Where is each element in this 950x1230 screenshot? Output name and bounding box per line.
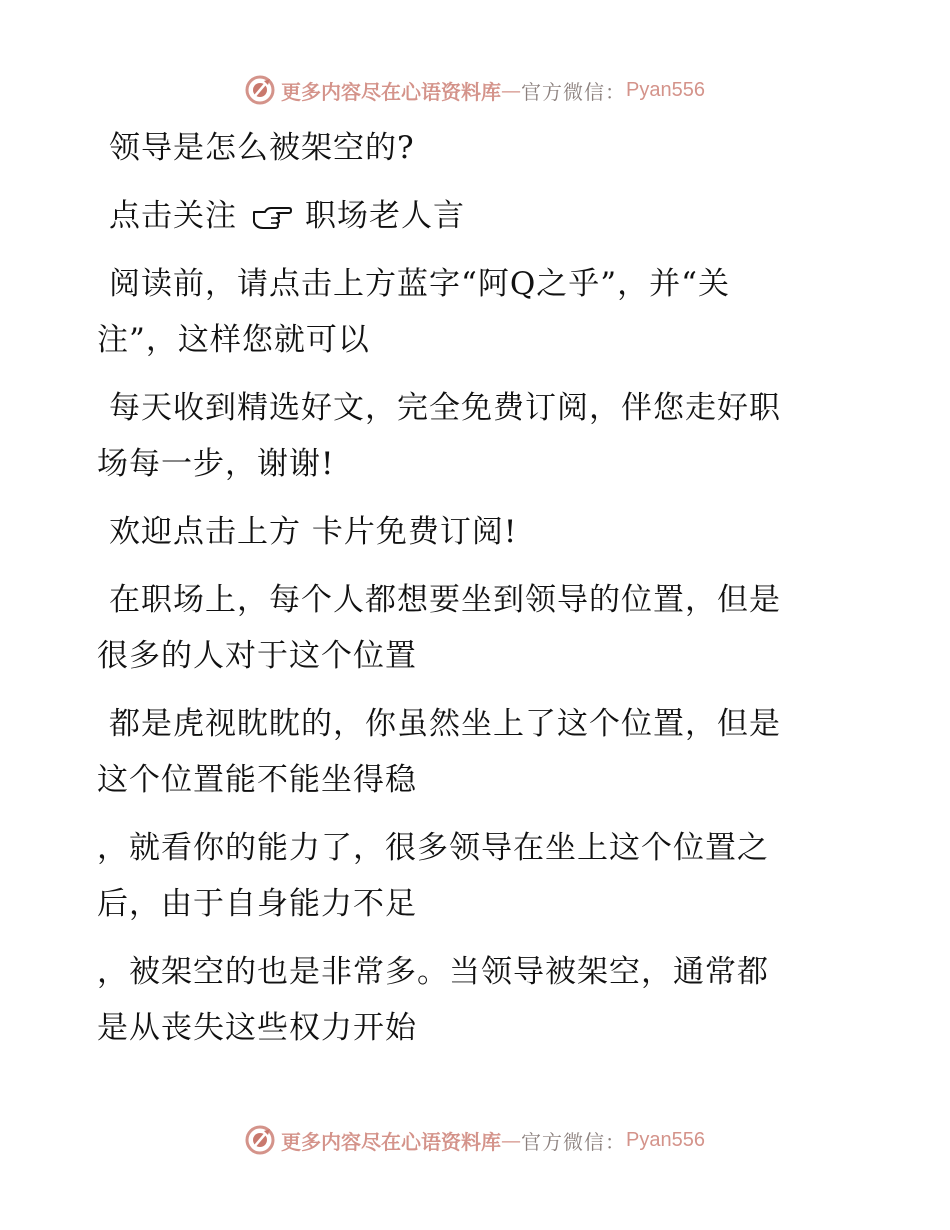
paragraph-line: 很多的人对于这个位置 (97, 638, 417, 674)
paragraph-line: ，被架空的也是非常多。当领导被架空，通常都 (97, 954, 769, 990)
brand-text: 更多内容尽在心语资料库 (281, 1129, 502, 1154)
paragraph-line: 注”，这样您就可以 (97, 322, 370, 358)
paragraph-line: 场每一步，谢谢! (97, 446, 335, 482)
paragraph-line: 每天收到精选好文，完全免费订阅，伴您走好职 (109, 390, 781, 426)
follow-account: 职场老人言 (305, 198, 465, 234)
paragraph-line: 都是虎视眈眈的，你虽然坐上了这个位置，但是 (109, 706, 781, 742)
paragraph-line: 这个位置能不能坐得稳 (97, 762, 417, 798)
follow-prefix: 点击关注 (109, 198, 237, 234)
paragraph-line: 后，由于自身能力不足 (97, 886, 417, 922)
header-banner (0, 70, 950, 110)
document-body (97, 120, 837, 1056)
paragraph-line: 阅读前，请点击上方蓝字“阿Q之乎”，并“关 (109, 266, 730, 302)
paragraph-line: 是从丧失这些权力开始 (97, 1010, 417, 1046)
pointing-hand-icon (251, 202, 293, 230)
official-label: 官方微信： (521, 79, 627, 104)
wechat-id: Pyan556 (626, 78, 705, 101)
brand-logo-icon (245, 1125, 275, 1155)
footer-banner (0, 1120, 950, 1160)
official-label: 官方微信： (521, 1129, 627, 1154)
banner-dash: — (501, 1128, 522, 1152)
paragraph-line: 欢迎点击上方 卡片免费订阅! (109, 514, 518, 550)
document-title: 领导是怎么被架空的? (109, 130, 415, 166)
brand-text: 更多内容尽在心语资料库 (281, 79, 502, 104)
banner-dash: — (501, 78, 522, 102)
paragraph-line: 在职场上，每个人都想要坐到领导的位置，但是 (109, 582, 781, 618)
brand-logo-icon (245, 75, 275, 105)
wechat-id: Pyan556 (626, 1128, 705, 1151)
follow-line (97, 188, 837, 244)
paragraph-line: ，就看你的能力了，很多领导在坐上这个位置之 (97, 830, 769, 866)
